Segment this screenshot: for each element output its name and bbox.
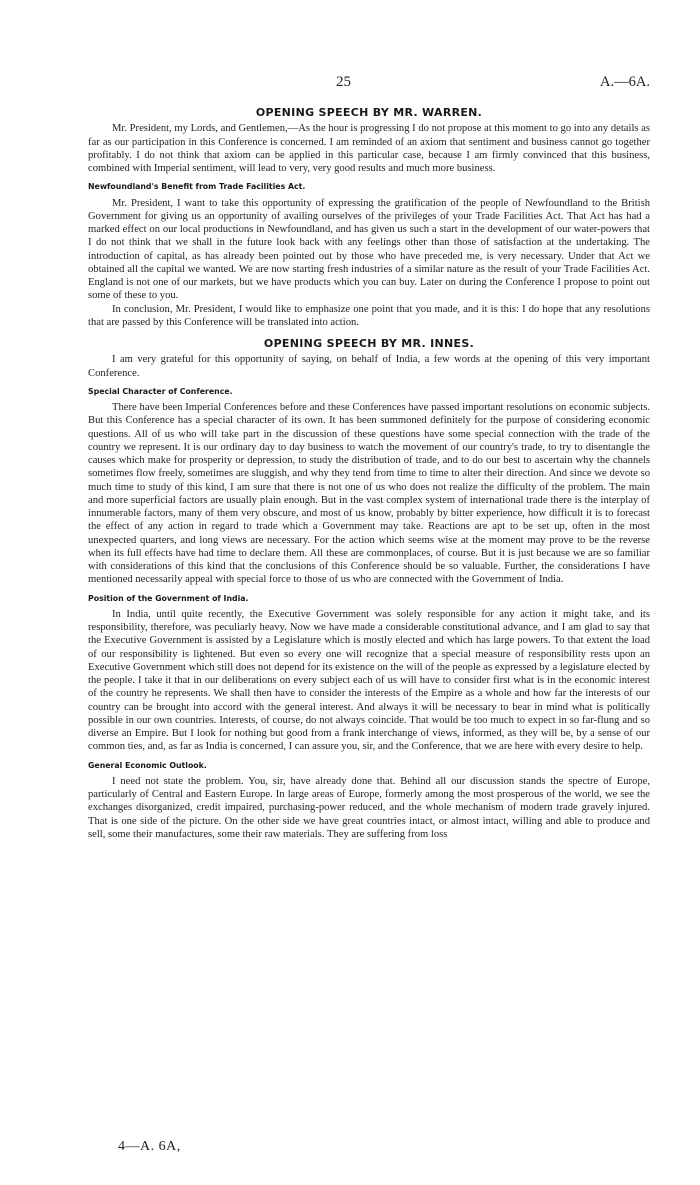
subheading: Special Character of Conference.	[88, 386, 233, 396]
signature-mark: 4—A. 6A,	[118, 1139, 181, 1154]
paragraph: In conclusion, Mr. President, I would like to emphasize one point that you made, and it is this: I do hope that any resolutions that are passed by this Conference will be translated into action.	[88, 303, 650, 328]
page-header	[0, 74, 700, 94]
paper-number: A.—6A.	[600, 74, 650, 90]
section-heading-innes: OPENING SPEECH BY MR. INNES.	[263, 337, 475, 350]
paragraph: There have been Imperial Conferences before and these Conferences have passed important resolutions on economic subjects. But this Conference has a special character of its own. It has been summoned definitely for the purpose of considering economic questions. All of us who will take part in the discussion of these questions have some special connection with the trade of the country we represent. It is our ordinary day to day business to watch the movement of our country's trade, to try to disentangle the causes which make for prosperity or depression, to study the distribution of trade, and to do our best to ascertain why the channels sometimes flow freely, sometimes are sluggish, and why they tend from time to time to alter their direction. And since we devote so much time to study of this kind, I am sure that there is not one of us who does not realize the difficulty of the problem. The main and more superficial factors are usually plain enough. But in the vast complex system of international trade there is the interplay of innumerable factors, many of them very obscure, and most of us know, probably by bitter experience, how difficult it is to forecast the effect of any action in regard to trade which a Government may take. Reactions are apt to be set up, often in the most unexpected quarters, and long views are necessary. For the action which seems wise at the moment may prove to be the reverse when its full effects have had time to declare them. All these are commonplaces, of course. But it is just because we are so familiar with considerations of this kind that the conclusions of this Conference should be so valuable. Further, the considerations I have mentioned necessarily appeal with special force to those of us who are connected with the Government of India.	[88, 402, 650, 586]
paragraph: Mr. President, I want to take this opportunity of expressing the gratification of the people of Newfoundland to the British Government for giving us an opportunity of availing ourselves of the privileges of your Trade Facilities Act. That Act has had a marked effect on our local productions in Newfoundland, and has given us such a start in the development of our water-powers that I do not think that we shall in the future look back with any feelings other than those of satisfaction at the undertaking. The introduction of capital, as has already been pointed out by those who have preceded me, is very necessary. Under that Act we obtained all the capital we wanted. We are now starting fresh industries of a similar nature as the result of your Trade Facilities Act. England is not one of our markets, but we have products which you can buy. Later on during the Conference I propose to point out some of these to you.	[88, 197, 650, 302]
paragraph: I need not state the problem. You, sir, have already done that. Behind all our discussion stands the spectre of Europe, particularly of Central and Eastern Europe. In large areas of Europe, formerly among the most prosperous of the world, we see the exchanges disorganized, credit impaired, purchasing-power reduced, and the whole mechanism of modern trade gravely injured. That is one side of the picture. On the other side we have great countries intact, or almost intact, willing and able to produce and sell, some their manufactures, some their raw materials. They are suffering from loss	[88, 775, 650, 840]
page-body	[88, 106, 650, 841]
subheading: General Economic Outlook.	[88, 760, 207, 770]
subheading: Position of the Government of India.	[88, 593, 249, 603]
paragraph: In India, until quite recently, the Executive Government was solely responsible for any action it might take, and its responsibility, therefore, was peculiarly heavy. Now we have made a considerable constitutional advance, and I am glad to say that the Executive Government is assisted by a Legislature which is mostly elected and which has large powers. To that extent the load of our responsibility is lightened. But even so every one will recognize that a special measure of responsibility rests upon an Executive Government which still does not depend for its existence on the will of the people as expressed by a legislature elected by the people. I take it that in our deliberations on every subject each of us will have to consider first what is in the economic interest of the country he represents. We shall then have to consider the interests of the Empire as a whole and how far the interests of our country can be brought into accord with the general interest. And always it will be necessary to bear in mind what is politically possible in our own countries. Interests, of course, do not always coincide. That would be too much to expect in so far-flung and so diverse an Empire. But I look for nothing but good from a frank interchange of views, informed, as they will be, by a sense of our common ties, and, as far as India is concerned, I can assure you, sir, and the Conference, that we are here with every desire to help.	[88, 608, 650, 753]
subheading: Newfoundland's Benefit from Trade Facilities Act.	[88, 182, 306, 192]
paragraph: Mr. President, my Lords, and Gentlemen,—As the hour is progressing I do not propose at this moment to go into any details as far as our participation in this Conference is concerned. I am reminded of an axiom that sentiment and business cannot go together profitably. I do not think that axiom can be applied in this particular case, because I am firmly convinced that this business, combined with Imperial sentiment, will lead to very, very good results and much more business.	[88, 123, 650, 174]
section-heading-warren: OPENING SPEECH BY MR. WARREN.	[255, 106, 483, 119]
page-number: 25	[336, 74, 351, 90]
paragraph: I am very grateful for this opportunity of saying, on behalf of India, a few words at the opening of this very important Conference.	[88, 354, 650, 379]
